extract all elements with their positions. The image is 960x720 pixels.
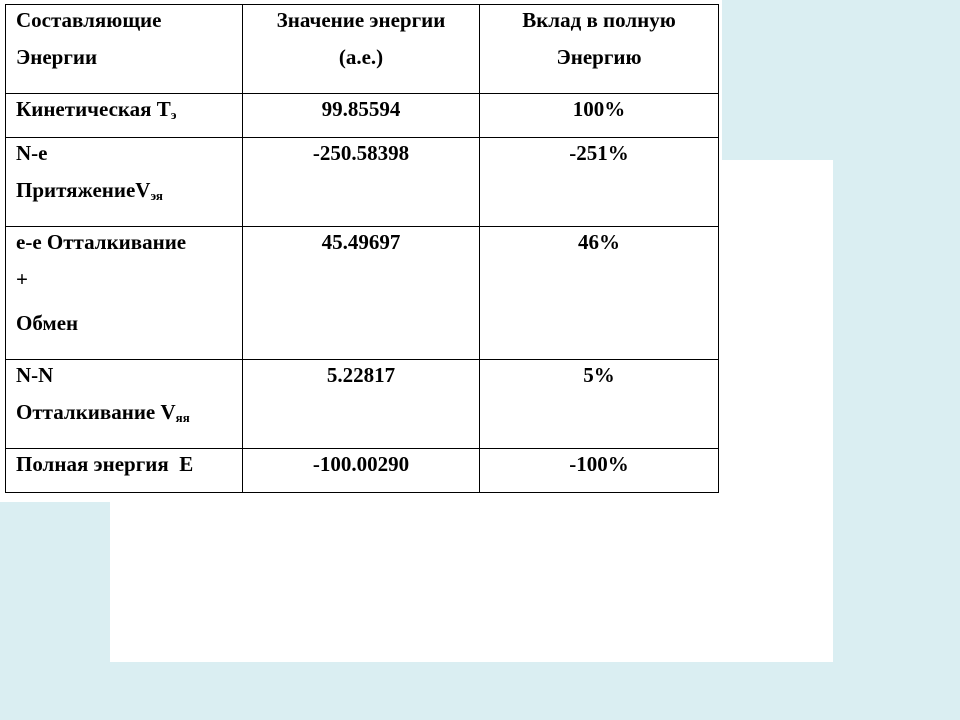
row-value-kinetic	[243, 94, 480, 138]
row-name-ee-repulsion	[6, 227, 243, 360]
row-name-ee-line3: Обмен	[16, 311, 79, 335]
row-percent-ee-repulsion	[480, 227, 719, 360]
row-name-ne-line2	[16, 168, 242, 212]
row-name-ne-line1: N-e	[16, 141, 48, 165]
row-name-nn-repulsion	[6, 360, 243, 449]
header-contribution-line1: Вклад в полную	[522, 8, 676, 32]
row-name-ee-line2: +	[16, 267, 28, 291]
row-name-kinetic-line	[16, 94, 242, 124]
table-header-row	[6, 5, 719, 94]
row-name-nn-text: Отталкивание V	[16, 400, 176, 424]
row-percent-total-energy	[480, 449, 719, 493]
row-percent-kinetic-text: 100%	[572, 97, 626, 121]
table-row-ee-repulsion	[6, 227, 719, 360]
header-components-line1: Составляющие	[16, 8, 162, 32]
row-name-kinetic	[6, 94, 243, 138]
table-row-nn-repulsion	[6, 360, 719, 449]
row-name-ne-attraction	[6, 138, 243, 227]
row-value-total-text: -100.00290	[312, 452, 410, 476]
row-value-ne-attraction	[243, 138, 480, 227]
row-name-ne-subscript: эя	[150, 188, 163, 203]
row-percent-nn-text: 5%	[583, 363, 615, 387]
header-contribution-line2: Энергию	[556, 45, 642, 69]
row-percent-nn-repulsion	[480, 360, 719, 449]
header-energy-value-line2: (а.е.)	[338, 45, 384, 69]
row-value-nn-text: 5.22817	[326, 363, 396, 387]
row-value-nn-repulsion	[243, 360, 480, 449]
table-row-kinetic	[6, 94, 719, 138]
row-name-total-text: Полная энергия E	[16, 452, 194, 476]
row-percent-kinetic	[480, 94, 719, 138]
row-value-ne-text: -250.58398	[312, 141, 410, 165]
energy-components-table	[5, 4, 719, 493]
row-name-ne-text: ПритяжениеV	[16, 178, 151, 202]
header-components-line2: Энергии	[16, 45, 98, 69]
row-percent-ne-text: -251%	[569, 141, 629, 165]
header-energy-value	[243, 5, 480, 94]
header-components	[6, 5, 243, 94]
table-row-total-energy	[6, 449, 719, 493]
row-name-ee-line1: e-e Отталкивание	[16, 230, 187, 254]
row-value-ee-repulsion	[243, 227, 480, 360]
row-percent-total-text: -100%	[569, 452, 629, 476]
row-name-total-energy	[6, 449, 243, 493]
row-value-kinetic-text: 99.85594	[321, 97, 401, 121]
row-name-kinetic-text: Кинетическая T	[16, 97, 171, 121]
row-name-nn-line1: N-N	[16, 363, 54, 387]
row-value-total-energy	[243, 449, 480, 493]
row-percent-ne-attraction	[480, 138, 719, 227]
row-value-ee-text: 45.49697	[321, 230, 401, 254]
header-energy-value-line1: Значение энергии	[276, 8, 446, 32]
row-percent-ee-text: 46%	[578, 230, 620, 254]
row-name-nn-line2	[16, 390, 242, 434]
table-row-ne-attraction	[6, 138, 719, 227]
row-name-kinetic-subscript: э	[170, 107, 177, 122]
row-name-nn-subscript: яя	[175, 410, 190, 425]
header-contribution	[480, 5, 719, 94]
